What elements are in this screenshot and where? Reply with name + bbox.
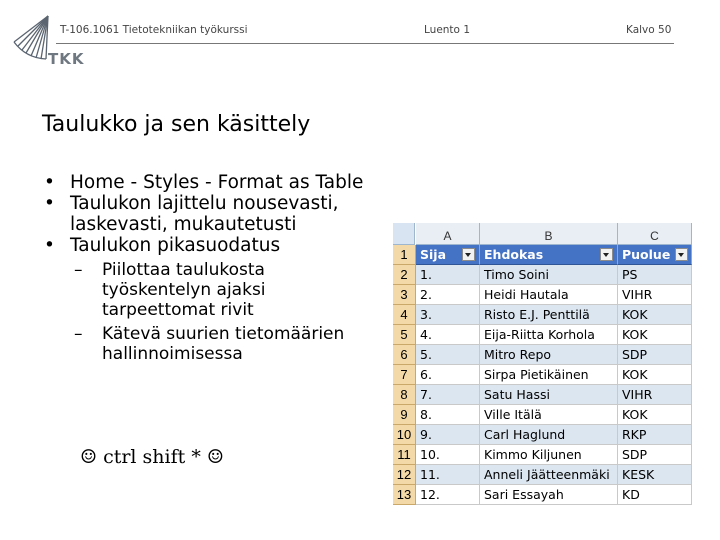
candidate-cell[interactable]: Sirpa Pietikäinen — [480, 365, 618, 385]
row-number[interactable]: 11 — [393, 445, 416, 465]
table-row — [416, 425, 692, 445]
slide-title: Taulukko ja sen käsittely — [42, 112, 311, 137]
party-cell[interactable]: KOK — [618, 405, 692, 425]
candidate-cell[interactable]: Carl Haglund — [480, 425, 618, 445]
candidate-cell[interactable]: Timo Soini — [480, 265, 618, 285]
row-number[interactable]: 3 — [393, 285, 416, 305]
lecture-label: Luento 1 — [424, 24, 470, 36]
row-number[interactable]: 6 — [393, 345, 416, 365]
candidate-cell[interactable]: Risto E.J. Penttilä — [480, 305, 618, 325]
row-number[interactable]: 13 — [393, 485, 416, 505]
bullet-list — [44, 172, 374, 364]
column-header-c[interactable]: C — [618, 223, 692, 245]
sub-bullet-marker: – — [74, 260, 83, 280]
row-number[interactable]: 12 — [393, 465, 416, 485]
party-cell[interactable]: VIHR — [618, 285, 692, 305]
rank-cell[interactable]: 3. — [416, 305, 480, 325]
column-header-b[interactable]: B — [480, 223, 618, 245]
party-cell[interactable]: RKP — [618, 425, 692, 445]
header-label: Puolue — [622, 247, 671, 262]
bullet-text: Taulukon lajittelu nousevasti, laskevasti, mukautetusti — [70, 193, 339, 235]
row-number[interactable]: 8 — [393, 385, 416, 405]
filter-dropdown-icon[interactable] — [462, 248, 475, 261]
brand-label: TKK — [48, 50, 85, 68]
bullet-item — [44, 172, 374, 193]
header-cell-sija[interactable] — [416, 245, 480, 265]
bullet-item — [44, 235, 374, 256]
party-cell[interactable]: KOK — [618, 365, 692, 385]
filter-dropdown-icon[interactable] — [600, 248, 613, 261]
sub-bullet-item — [44, 260, 374, 320]
candidate-cell[interactable]: Anneli Jäätteenmäki — [480, 465, 618, 485]
rank-cell[interactable]: 7. — [416, 385, 480, 405]
row-number[interactable]: 10 — [393, 425, 416, 445]
candidate-cell[interactable]: Ville Itälä — [480, 405, 618, 425]
row-number[interactable]: 2 — [393, 265, 416, 285]
column-header-a[interactable]: A — [416, 223, 480, 245]
sub-bullet-marker: – — [74, 324, 83, 344]
rank-cell[interactable]: 8. — [416, 405, 480, 425]
sub-bullet-text: Piilottaa taulukosta työskentelyn ajaksi tarpeettomat rivit — [102, 260, 266, 320]
sub-bullet-text: Kätevä suurien tietomäärien hallinnoimisessa — [102, 324, 345, 364]
candidate-cell[interactable]: Satu Hassi — [480, 385, 618, 405]
party-cell[interactable]: SDP — [618, 345, 692, 365]
keyboard-shortcut: ☺ ctrl shift * ☺ — [80, 446, 224, 468]
spreadsheet-table — [393, 223, 693, 508]
rank-cell[interactable]: 5. — [416, 345, 480, 365]
candidate-cell[interactable]: Eija-Riitta Korhola — [480, 325, 618, 345]
row-number[interactable]: 7 — [393, 365, 416, 385]
candidate-cell[interactable]: Mitro Repo — [480, 345, 618, 365]
header-label: Ehdokas — [484, 247, 544, 262]
table-header-row — [416, 245, 692, 265]
party-cell[interactable]: KD — [618, 485, 692, 505]
table-row — [416, 445, 692, 465]
rank-cell[interactable]: 9. — [416, 425, 480, 445]
sub-bullet-item — [44, 324, 374, 364]
candidate-cell[interactable]: Heidi Hautala — [480, 285, 618, 305]
header-divider — [56, 43, 674, 44]
table-row — [416, 405, 692, 425]
header-label: Sija — [420, 247, 447, 262]
row-number[interactable]: 4 — [393, 305, 416, 325]
table-row — [416, 305, 692, 325]
header-cell-puolue[interactable] — [618, 245, 692, 265]
table-row — [416, 285, 692, 305]
table-row — [416, 385, 692, 405]
row-number[interactable]: 9 — [393, 405, 416, 425]
rank-cell[interactable]: 11. — [416, 465, 480, 485]
rank-cell[interactable]: 4. — [416, 325, 480, 345]
header-cell-ehdokas[interactable] — [480, 245, 618, 265]
table-row — [416, 265, 692, 285]
party-cell[interactable]: KOK — [618, 325, 692, 345]
rank-cell[interactable]: 2. — [416, 285, 480, 305]
slide-number: Kalvo 50 — [626, 24, 672, 36]
table-row — [416, 465, 692, 485]
row-number[interactable]: 5 — [393, 325, 416, 345]
bullet-item — [44, 193, 374, 235]
select-all-corner[interactable] — [393, 223, 415, 245]
table-row — [416, 325, 692, 345]
party-cell[interactable]: SDP — [618, 445, 692, 465]
rank-cell[interactable]: 12. — [416, 485, 480, 505]
bullet-marker: • — [44, 235, 55, 256]
party-cell[interactable]: KESK — [618, 465, 692, 485]
table-row — [416, 365, 692, 385]
party-cell[interactable]: PS — [618, 265, 692, 285]
row-number[interactable]: 1 — [393, 245, 416, 265]
bullet-text: Home - Styles - Format as Table — [70, 172, 364, 193]
bullet-text: Taulukon pikasuodatus — [70, 235, 281, 256]
bullet-marker: • — [44, 172, 55, 193]
bullet-marker: • — [44, 193, 55, 214]
course-title: T-106.1061 Tietotekniikan työkurssi — [60, 24, 248, 36]
filter-dropdown-icon[interactable] — [675, 248, 688, 261]
table-row — [416, 345, 692, 365]
party-cell[interactable]: KOK — [618, 305, 692, 325]
candidate-cell[interactable]: Sari Essayah — [480, 485, 618, 505]
rank-cell[interactable]: 6. — [416, 365, 480, 385]
party-cell[interactable]: VIHR — [618, 385, 692, 405]
table-row — [416, 485, 692, 505]
candidate-cell[interactable]: Kimmo Kiljunen — [480, 445, 618, 465]
rank-cell[interactable]: 10. — [416, 445, 480, 465]
rank-cell[interactable]: 1. — [416, 265, 480, 285]
